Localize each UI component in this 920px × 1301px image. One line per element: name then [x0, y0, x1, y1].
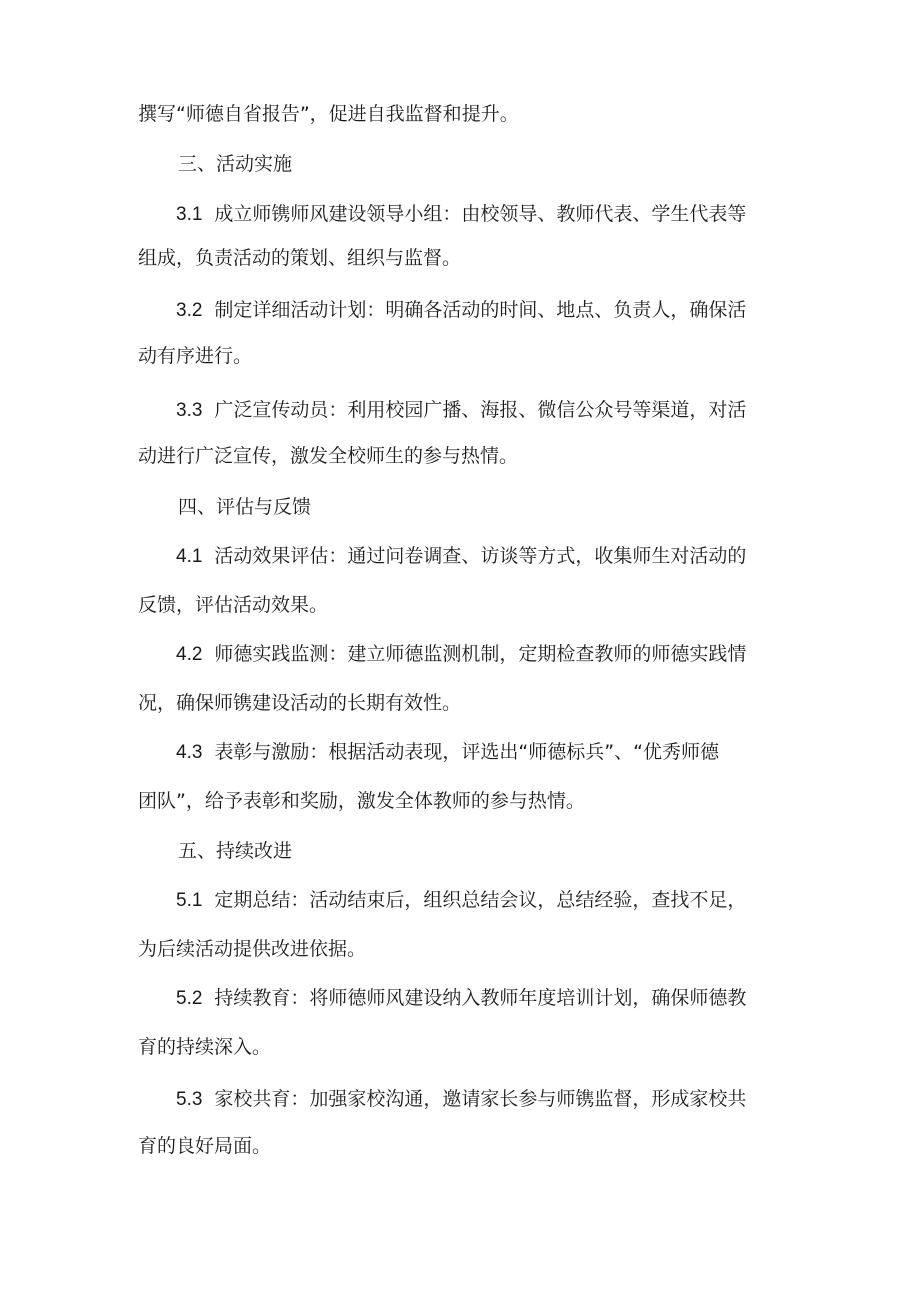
- heading-text: 三、活动实施: [178, 153, 293, 175]
- line-text: 制定详细活动计划：明确各活动的时间、地点、负责人，确保活: [214, 299, 747, 321]
- paragraph-first-line: [176, 543, 746, 570]
- item-number: 3.1: [176, 204, 203, 225]
- paragraph-continuation: [138, 1034, 271, 1060]
- line-text: 撰写“师德自省报告”，促进自我监督和提升。: [138, 103, 519, 125]
- paragraph-first-line: [176, 641, 746, 668]
- section-heading: [178, 838, 292, 864]
- heading-text: 五、持续改进: [178, 840, 293, 862]
- paragraph-first-line: [176, 297, 746, 324]
- section-heading: [178, 151, 292, 177]
- item-number: 4.2: [176, 644, 203, 665]
- paragraph-continuation: [138, 690, 461, 716]
- paragraph-first-line: [176, 985, 746, 1012]
- paragraph-first-line: [176, 1086, 746, 1113]
- item-number: 4.1: [176, 546, 203, 567]
- item-number: 4.3: [176, 742, 203, 763]
- line-text: 组成，负责活动的策划、组织与监督。: [138, 247, 462, 269]
- line-text: 育的良好局面。: [138, 1135, 272, 1157]
- paragraph-continuation: [138, 788, 585, 814]
- paragraph-continuation: [138, 1133, 271, 1159]
- paragraph-continuation: [138, 443, 518, 469]
- line-text: 师德实践监测：建立师德监测机制，定期检查教师的师德实践情: [214, 643, 747, 665]
- line-text: 动有序进行。: [138, 345, 253, 367]
- line-text: 动进行广泛宣传，激发全校师生的参与热情。: [138, 445, 519, 467]
- line-text: 团队”，给予表彰和奖励，激发全体教师的参与热情。: [138, 790, 585, 812]
- paragraph-first-line: [176, 201, 746, 228]
- item-number: 3.3: [176, 400, 203, 421]
- item-number: 5.3: [176, 1089, 203, 1110]
- line-text: 持续教育：将师德师风建设纳入教师年度培训计划，确保师德教: [214, 987, 747, 1009]
- line-text: 活动效果评估：通过问卷调查、访谈等方式，收集师生对活动的: [214, 545, 747, 567]
- line-text: 定期总结：活动结束后，组织总结会议，总结经验，查找不足，: [214, 889, 747, 911]
- line-text: 况，确保师镌建设活动的长期有效性。: [138, 692, 462, 714]
- item-number: 3.2: [176, 300, 203, 321]
- paragraph-first-line: [176, 887, 746, 914]
- line-text: 育的持续深入。: [138, 1036, 272, 1058]
- paragraph-continuation: [138, 101, 519, 127]
- item-number: 5.1: [176, 890, 203, 911]
- line-text: 为后续活动提供改进依据。: [138, 938, 367, 960]
- paragraph-first-line: [176, 739, 719, 766]
- paragraph-continuation: [138, 592, 328, 618]
- line-text: 成立师镌师风建设领导小组：由校领导、教师代表、学生代表等: [214, 203, 747, 225]
- line-text: 反馈，评估活动效果。: [138, 594, 329, 616]
- paragraph-continuation: [138, 245, 461, 271]
- heading-text: 四、评估与反馈: [178, 496, 312, 518]
- paragraph-first-line: [176, 397, 746, 424]
- paragraph-continuation: [138, 936, 366, 962]
- line-text: 广泛宣传动员：利用校园广播、海报、微信公众号等渠道，对活: [214, 399, 747, 421]
- line-text: 家校共育：加强家校沟通，邀请家长参与师镌监督，形成家校共: [214, 1088, 747, 1110]
- section-heading: [178, 494, 311, 520]
- line-text: 表彰与激励：根据活动表现，评选出“师德标兵”、“优秀师德: [214, 741, 719, 763]
- item-number: 5.2: [176, 988, 203, 1009]
- paragraph-continuation: [138, 343, 252, 369]
